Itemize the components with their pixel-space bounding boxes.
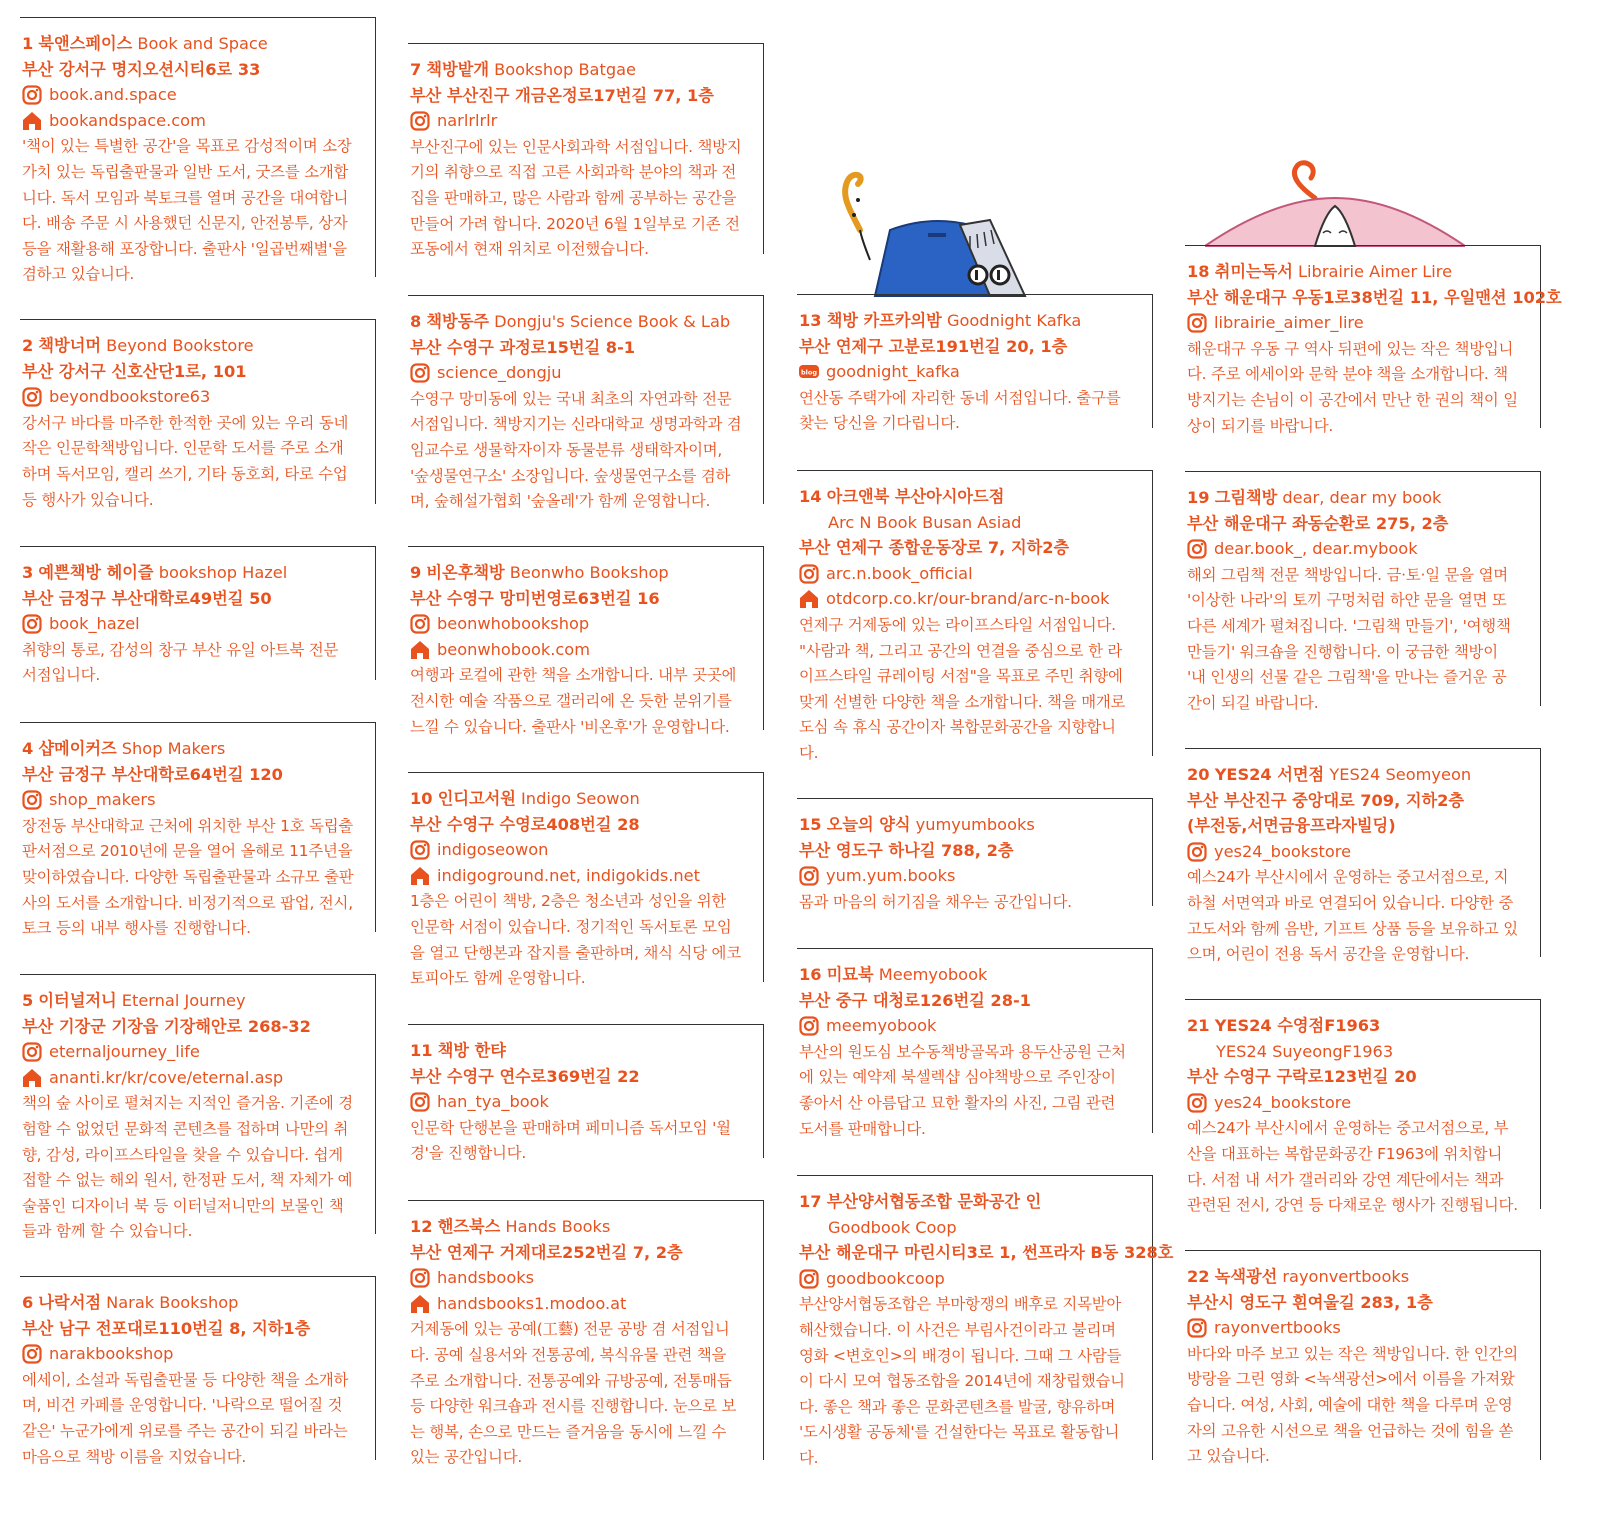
blog-icon	[799, 362, 819, 382]
instagram-link[interactable]	[410, 1089, 744, 1115]
bookstore-entry	[20, 1276, 376, 1466]
bookstore-name-ko: 핸즈북스	[437, 1217, 501, 1236]
bookstore-name-ko: 샵메이커즈	[38, 739, 117, 758]
instagram-icon	[22, 85, 42, 105]
instagram-link[interactable]	[1187, 1090, 1521, 1116]
bookstore-name-ko: 책방 카프카의밤	[826, 311, 942, 330]
bookstore-number: 6	[22, 1293, 34, 1312]
bookstore-entry	[797, 798, 1153, 911]
bookstore-title	[22, 333, 356, 359]
bookstore-entry	[408, 1200, 764, 1467]
bookstore-description: 바다와 마주 보고 있는 작은 책방입니다. 한 인간의 방랑을 그린 영화 <녹색광선>에서 이름을 가져왔습니다. 여성, 사회, 예술에 대한 책을 다루며 운영자의 고유한 시선으로 책을 언급하는 것에 힘을 쏟고 있습니다.	[1187, 1344, 1518, 1466]
bookstore-address: 부산 해운대구 우동1로38번길 11, 우일맨션 102호	[1187, 287, 1562, 307]
instagram-icon	[1187, 842, 1207, 862]
bookstore-description: 연제구 거제동에 있는 라이프스타일 서점입니다. "사람과 책, 그리고 공간의 연결을 중심으로 한 라이프스타일 큐레이팅 서점"을 목표로 주민 취향에 맞게 선별한 다양한 책을 소개합니다. 책을 매개로 도심 속 휴식 공간이자 복합문화공간을 지향합니다.	[799, 615, 1126, 762]
bookstore-number: 12	[410, 1217, 433, 1236]
bookstore-description: 1층은 어린이 책방, 2층은 청소년과 성인을 위한 인문학 서점이 있습니다. 정기적인 독서토론 모임을 열고 단행본과 잡지를 출판하며, 채식 식당 에코토피아도 함께 운영합니다.	[410, 892, 741, 988]
bookstore-title	[799, 484, 1133, 510]
entry-content	[799, 1189, 1174, 1472]
bookstore-entry	[797, 470, 1153, 762]
entry-content	[1187, 1264, 1521, 1470]
home-link-text[interactable]: beonwhobook.com	[437, 639, 590, 659]
bookstore-address: 부산 금정구 부산대학로64번길 120	[22, 764, 283, 784]
instagram-link[interactable]	[410, 1265, 744, 1291]
bookstore-description: 부산의 원도심 보수동책방골목과 용두산공원 근처에 있는 예약제 북셀렉샵 심야책방으로 주인장이 좋아서 산 아름답고 묘한 활자의 사진, 그림 관련 도서를 판매합니다.	[799, 1042, 1126, 1138]
instagram-icon	[799, 564, 819, 584]
bookstore-name-en: Bookshop Batgae	[494, 60, 636, 79]
instagram-link-text[interactable]: handsbooks	[437, 1268, 535, 1288]
bookstore-name-en: Librairie Aimer Lire	[1298, 262, 1453, 281]
bookstore-address: 부산 연제구 고분로191번길 20, 1층	[799, 336, 1068, 356]
instagram-icon	[22, 614, 42, 634]
bookstore-address: 부산 남구 전포대로110번길 8, 지하1층	[22, 1318, 311, 1338]
instagram-link-text[interactable]: beyondbookstore63	[49, 387, 211, 407]
bookstore-entry	[20, 17, 376, 284]
bookstore-name-ko: 예쁜책방 헤이즐	[38, 563, 154, 582]
bookstore-name-ko: 녹색광선	[1214, 1267, 1278, 1286]
bookstore-address: 부산 강서구 신호산단1로, 101	[22, 361, 247, 381]
bookstore-address: 부산 중구 대청로126번길 28-1	[799, 990, 1031, 1010]
bookstore-entry	[408, 1024, 764, 1163]
instagram-link-text[interactable]: goodbookcoop	[826, 1268, 945, 1288]
home-icon	[410, 1294, 430, 1314]
bookmark-ribbon	[845, 175, 861, 230]
bookstore-name-en: Arc N Book Busan Asiad	[828, 512, 1022, 532]
bookstore-title	[410, 560, 744, 586]
bookstore-description: 책의 숲 사이로 펼쳐지는 지적인 즐거움. 기존에 경험할 수 없었던 문화적 콘텐츠를 접하며 나만의 취향, 감성, 라이프스타일을 찾을 수 있습니다. 쉽게 접할 수 없는 해외 원서, 한정판 도서, 책 자체가 예술품인 디자이너 북 등 이터널저니만의 보물인 책들과 함께 할 수 있습니다.	[22, 1094, 353, 1241]
bookstore-entry	[20, 546, 376, 685]
instagram-link-text[interactable]: rayonvertbooks	[1214, 1318, 1341, 1338]
bookstore-name-en: YES24 SuyeongF1963	[1216, 1041, 1394, 1061]
bookstore-name-ko: 취미는독서	[1214, 262, 1293, 281]
kafka-book-illustration	[820, 170, 1070, 300]
bookstore-address: 부산 연제구 종합운동장로 7, 지하2층	[799, 538, 1070, 558]
bookstore-name-ko: 책방동주	[426, 312, 489, 331]
bookstore-number: 13	[799, 311, 822, 330]
bookstore-description: 부산진구에 있는 인문사회과학 서점입니다. 책방지기의 취향으로 직접 고른 사회과학 분야의 책과 전집을 판매하고, 많은 사람과 함께 공부하는 공간을 만들어 가려 합니다. 2020년 6월 1일부로 기존 전포동에서 현재 위치로 이전했습니다.	[410, 137, 742, 259]
bookstore-address: 부산 부산진구 개금온정로17번길 77, 1층	[410, 85, 714, 105]
bookstore-number: 22	[1187, 1267, 1210, 1286]
bookstore-title	[799, 962, 1133, 988]
entry-content	[410, 560, 744, 740]
bookstore-number: 19	[1187, 488, 1210, 507]
instagram-link-text[interactable]: yes24_bookstore	[1214, 841, 1352, 861]
instagram-icon	[1187, 313, 1207, 333]
entry-content	[410, 57, 744, 263]
bookstore-address: 부산 수영구 망미번영로63번길 16	[410, 588, 660, 608]
bookstore-description: 인문학 단행본을 판매하며 페미니즘 독서모임 '월경'을 진행합니다.	[410, 1118, 731, 1163]
bookstore-entry	[797, 1175, 1174, 1467]
bookstore-description: 에세이, 소설과 독립출판물 등 다양한 책을 소개하며, 비건 카페를 운영합니다. '나락으로 떨어질 것 같은' 누군가에게 위로를 주는 공간이 되길 바라는 마음으로 책방 이름을 지었습니다.	[22, 1370, 349, 1466]
bookstore-name-en: Beyond Bookstore	[106, 336, 254, 355]
bookstore-title	[1187, 762, 1521, 788]
bookstore-address: 부산시 영도구 흰여울길 283, 1층	[1187, 1292, 1433, 1312]
bookstore-number: 18	[1187, 262, 1210, 281]
bookstore-title	[1187, 1264, 1521, 1290]
bookstore-description: 예스24가 부산시에서 운영하는 중고서점으로, 지하철 서면역과 바로 연결되어 있습니다. 다양한 중고도서와 함께 음반, 기프트 상품 등을 보유하고 있으며, 어린이 전용 독서 공간을 운영합니다.	[1187, 868, 1518, 964]
bookstore-title	[410, 1038, 744, 1064]
home-icon	[410, 640, 430, 660]
instagram-link-text[interactable]: yes24_bookstore	[1214, 1092, 1352, 1112]
home-link[interactable]	[22, 1065, 356, 1091]
entry-content	[799, 484, 1133, 767]
bookstore-name-en: Meemyobook	[878, 965, 988, 984]
bookstore-number: 21	[1187, 1016, 1210, 1035]
bookstore-entry	[408, 546, 764, 736]
bookstore-address: 부산 강서구 명지오션시티6로 33	[22, 59, 261, 79]
home-icon	[799, 589, 819, 609]
instagram-link[interactable]	[410, 837, 744, 863]
bookstore-title	[1187, 485, 1521, 511]
bookstore-entry	[1185, 999, 1541, 1215]
bookstore-title	[799, 1189, 1133, 1215]
bookstore-title	[1187, 259, 1521, 285]
home-link[interactable]	[799, 586, 1133, 612]
bookstore-number: 2	[22, 336, 34, 355]
bookstore-name-ko: 책방 한탸	[437, 1041, 506, 1060]
bookstore-name-en: Narak Bookshop	[106, 1293, 239, 1312]
bookstore-number: 17	[799, 1192, 822, 1211]
instagram-link-text[interactable]: han_tya_book	[437, 1092, 549, 1112]
instagram-icon	[22, 1344, 42, 1364]
bookstore-name-ko: 비온후책방	[426, 563, 505, 582]
bookstore-number: 5	[22, 991, 34, 1010]
bookstore-address: 부산 수영구 과정로15번길 8-1	[410, 337, 636, 357]
bookstore-name-en: dear, dear my book	[1282, 488, 1442, 507]
instagram-icon	[22, 1042, 42, 1062]
bookstore-title	[1187, 1013, 1521, 1039]
bookstore-name-en: bookshop Hazel	[158, 563, 288, 582]
instagram-link-text[interactable]: narlrlrlr	[437, 111, 498, 131]
bookstore-title	[799, 308, 1133, 334]
bookstore-number: 9	[410, 563, 422, 582]
instagram-link-text[interactable]: book.and.space	[49, 85, 177, 105]
instagram-link[interactable]	[410, 611, 744, 637]
bookstore-address: 부산 수영구 수영로408번길 28	[410, 814, 640, 834]
instagram-icon	[22, 790, 42, 810]
home-link-text[interactable]: otdcorp.co.kr/our-brand/arc-n-book	[826, 589, 1110, 609]
bookstore-name-en: Book and Space	[137, 34, 268, 53]
bookstore-number: 7	[410, 60, 422, 79]
entry-content	[1187, 259, 1562, 439]
bookstore-description: 여행과 로컬에 관한 책을 소개합니다. 내부 곳곳에 전시한 예술 작품으로 갤러리에 온 듯한 분위기를 느낄 수 있습니다. 출판사 '비온후'가 운영합니다.	[410, 666, 737, 736]
bookstore-name-ko: 북앤스페이스	[38, 34, 133, 53]
instagram-link[interactable]	[1187, 536, 1521, 562]
bookstore-name-en-line	[799, 510, 1133, 536]
instagram-link[interactable]	[799, 1266, 1133, 1292]
instagram-link-text[interactable]: indigoseowon	[437, 840, 549, 860]
entry-content	[22, 31, 356, 288]
instagram-icon	[410, 614, 430, 634]
instagram-icon	[410, 840, 430, 860]
svg-text:blog: blog	[801, 368, 817, 377]
bookstore-description: 해운대구 우동 구 역사 뒤편에 있는 작은 책방입니다. 주로 에세이와 문학 분야 책을 소개합니다. 책방지기는 손님이 이 공간에서 만난 한 권의 책이 일상이 되기를 바랍니다.	[1187, 339, 1518, 435]
instagram-link[interactable]	[22, 787, 356, 813]
bookstore-entry	[1185, 471, 1541, 712]
instagram-link[interactable]	[1187, 310, 1521, 336]
bookstore-entry	[1185, 1250, 1541, 1466]
bookstore-address: 부산 부산진구 중앙대로 709, 지하2층	[1187, 790, 1465, 810]
bookstore-entry	[408, 772, 764, 988]
bookstore-name-en: Dongju's Science Book & Lab	[494, 312, 731, 331]
bookstore-number: 11	[410, 1041, 433, 1060]
instagram-link-text[interactable]: meemyobook	[826, 1016, 937, 1036]
entry-content	[22, 736, 356, 942]
bookstore-name-en-line	[799, 1215, 1133, 1241]
entry-content	[410, 1214, 744, 1471]
entry-content	[799, 812, 1133, 915]
instagram-icon	[410, 363, 430, 383]
bookstore-title	[799, 812, 1133, 838]
bookstore-description: 수영구 망미동에 있는 국내 최초의 자연과학 전문 서점입니다. 책방지기는 신라대학교 생명과학과 겸임교수로 생물학자이자 동물분류 생태학자이며, '숲생물연구소' 소장입니다. 숲생물연구소를 겸하며, 숲해설가협회 '숲올레'가 함께 운영합니다.	[410, 389, 742, 511]
bookstore-name-ko: 아크앤북 부산아시아드점	[826, 487, 1005, 506]
home-icon	[22, 111, 42, 131]
bookstore-name-ko: 나락서점	[38, 1293, 101, 1312]
bookstore-number: 4	[22, 739, 34, 758]
instagram-link-text[interactable]: librairie_aimer_lire	[1214, 313, 1364, 333]
home-icon	[410, 866, 430, 886]
bookstore-entry	[797, 294, 1153, 433]
entry-content	[22, 560, 356, 689]
home-link[interactable]	[410, 1291, 744, 1317]
entry-content	[799, 962, 1133, 1142]
bookstore-entry	[20, 722, 376, 938]
home-link-text[interactable]: handsbooks1.modoo.at	[437, 1293, 627, 1313]
home-link-text[interactable]: ananti.kr/kr/cove/eternal.asp	[49, 1067, 284, 1087]
bookstore-title	[22, 1290, 356, 1316]
home-link-text[interactable]: bookandspace.com	[49, 110, 206, 130]
bookstore-name-ko: 그림책방	[1214, 488, 1278, 507]
bookstore-address: 부산 기장군 기장읍 기장해안로 268-32	[22, 1016, 311, 1036]
instagram-icon	[1187, 1093, 1207, 1113]
bookstore-address: 부산 해운대구 좌동순환로 275, 2층	[1187, 513, 1449, 533]
open-book-illustration	[1205, 158, 1465, 248]
bookmark-ribbon	[1294, 163, 1315, 198]
bookstore-name-ko: YES24 서면점	[1214, 765, 1325, 784]
bookstore-title	[410, 57, 744, 83]
instagram-icon	[1187, 539, 1207, 559]
blog-link[interactable]	[799, 359, 1133, 385]
bookstore-description: 거제동에 있는 공예(工藝) 전문 공방 겸 서점입니다. 공예 실용서와 전통공예, 복식유물 관련 책을 주로 소개합니다. 전통공예와 규방공예, 전통매듭 등 다양한 워크숍과 전시를 진행합니다. 눈으로 보는 행복, 손으로 만드는 즐거움을 동시에 느낄 수 있는 공간입니다.	[410, 1320, 737, 1467]
bookstore-name-ko: 부산양서협동조합 문화공간 인	[826, 1192, 1042, 1211]
home-link[interactable]	[410, 863, 744, 889]
bookstore-entry	[408, 43, 764, 259]
bookstore-title	[410, 1214, 744, 1240]
bookstore-description: 강서구 바다를 마주한 한적한 곳에 있는 우리 동네 작은 인문학책방입니다. 인문학 도서를 주로 소개하며 독서모임, 캘리 쓰기, 기타 동호회, 타로 수업 등 행사가 있습니다.	[22, 413, 349, 509]
bookstore-address: 부산 수영구 구락로123번길 20	[1187, 1067, 1417, 1087]
bookstore-name-en: Goodnight Kafka	[946, 311, 1082, 330]
bookstore-title	[22, 988, 356, 1014]
bookstore-number: 1	[22, 34, 34, 53]
bookstore-name-en: Beonwho Bookshop	[509, 563, 669, 582]
instagram-link-text[interactable]: eternaljourney_life	[49, 1042, 200, 1062]
bookstore-name-ko: 책방밭개	[426, 60, 489, 79]
bookstore-entry	[408, 295, 764, 511]
instagram-icon	[799, 866, 819, 886]
bookstore-entry	[1185, 748, 1541, 964]
entry-content	[410, 786, 744, 992]
instagram-link[interactable]	[1187, 839, 1521, 865]
instagram-icon	[410, 111, 430, 131]
instagram-link[interactable]	[22, 611, 356, 637]
home-link-text[interactable]: indigoground.net, indigokids.net	[437, 865, 700, 885]
instagram-link-text[interactable]: beonwhobookshop	[437, 614, 590, 634]
instagram-icon	[799, 1269, 819, 1289]
instagram-link[interactable]	[22, 82, 356, 108]
bookstore-number: 3	[22, 563, 34, 582]
home-icon	[22, 1068, 42, 1088]
bookstore-title	[22, 560, 356, 586]
bookstore-title	[22, 736, 356, 762]
bookstore-name-ko: 인디고서원	[437, 789, 516, 808]
instagram-icon	[799, 1016, 819, 1036]
bookstore-number: 10	[410, 789, 433, 808]
bookstore-number: 15	[799, 815, 822, 834]
entry-content	[22, 333, 356, 513]
instagram-icon	[410, 1268, 430, 1288]
bookstore-name-en: Hands Books	[505, 1217, 611, 1236]
entry-content	[22, 988, 356, 1245]
bookstore-description: '책이 있는 특별한 공간'을 목표로 감성적이며 소장 가치 있는 독립출판물과 일반 도서, 굿즈를 소개합니다. 독서 모임과 북토크를 열며 공간을 대여합니다. 배송 주문 시 사용했던 신문지, 안전봉투, 상자 등을 재활용해 포장합니다. 출판사 '일곱번째별'을 겸하고 있습니다.	[22, 137, 352, 284]
bookstore-address: 부산 수영구 연수로369번길 22	[410, 1066, 640, 1086]
bookstore-entry	[797, 948, 1153, 1138]
bookstore-description: 해외 그림책 전문 책방입니다. 금·토·일 문을 열며 '이상한 나라'의 토끼 구멍처럼 하얀 문을 열면 또 다른 세계가 펼쳐집니다. '그림책 만들기', '여행책 만들기' 워크숍을 진행합니다. 이 궁금한 책방이 '내 인생의 선물 같은 그림책'을 만나는 즐거운 공간이 되길 바랍니다.	[1187, 565, 1511, 712]
instagram-link[interactable]	[22, 384, 356, 410]
instagram-link-text[interactable]: yum.yum.books	[826, 866, 956, 886]
bookstore-name-ko: 미묘북	[826, 965, 874, 984]
instagram-link[interactable]	[22, 1039, 356, 1065]
bookstore-name-ko: 책방너머	[38, 336, 101, 355]
bookstore-address: 부산 해운대구 마린시티3로 1, 썬프라자 B동 328호	[799, 1243, 1174, 1263]
bookstore-title	[410, 786, 744, 812]
bookstore-name-en: Eternal Journey	[121, 991, 246, 1010]
bookstore-description: 취향의 통로, 감성의 창구 부산 유일 아트북 전문 서점입니다.	[22, 640, 339, 685]
instagram-icon	[410, 1092, 430, 1112]
instagram-link[interactable]	[410, 108, 744, 134]
bookstore-description: 몸과 마음의 허기짐을 채우는 공간입니다.	[799, 892, 1072, 911]
bookstore-name-en: Shop Makers	[121, 739, 226, 758]
instagram-icon	[22, 387, 42, 407]
bookstore-name-ko: YES24 수영점F1963	[1214, 1016, 1381, 1035]
bookstore-number: 20	[1187, 765, 1210, 784]
instagram-icon	[1187, 1318, 1207, 1338]
bookstore-name-en: Indigo Seowon	[521, 789, 640, 808]
bookstore-title	[22, 31, 356, 57]
entry-content	[1187, 485, 1521, 716]
entry-content	[410, 309, 744, 515]
bookstore-address: 부산 영도구 하나길 788, 2층	[799, 840, 1014, 860]
bookstore-number: 8	[410, 312, 422, 331]
bookstore-description: 예스24가 부산시에서 운영하는 중고서점으로, 부산을 대표하는 복합문화공간 F1963에 위치합니다. 서점 내 서가 갤러리와 강연 계단에서는 책과 관련된 전시, 강연 등 다채로운 행사가 진행됩니다.	[1187, 1119, 1518, 1215]
instagram-link[interactable]	[799, 1013, 1133, 1039]
entry-content	[22, 1290, 356, 1470]
instagram-link-text[interactable]: science_dongju	[437, 363, 562, 383]
entry-content	[799, 308, 1133, 437]
entry-content	[410, 1038, 744, 1167]
bookstore-name-en: YES24 Seomyeon	[1329, 765, 1472, 784]
bookstore-name-en: Goodbook Coop	[828, 1217, 957, 1237]
bookstore-entry	[1185, 245, 1562, 435]
blog-link-text[interactable]: goodnight_kafka	[826, 362, 960, 382]
bookstore-address: 부산 연제구 거제대로252번길 7, 2층	[410, 1242, 683, 1262]
entry-content	[1187, 1013, 1521, 1219]
bookstore-name-ko: 이터널저니	[38, 991, 117, 1010]
instagram-link-text[interactable]: arc.n.book_official	[826, 563, 973, 583]
bookstore-name-en-line	[1187, 1039, 1521, 1065]
bookstore-description: 장전동 부산대학교 근처에 위치한 부산 1호 독립출판서점으로 2010년에 문을 열어 올해로 11주년을 맞이하였습니다. 다양한 독립출판물과 소규모 출판사의 도서를 소개합니다. 비정기적으로 팝업, 전시, 토크 등의 내부 행사를 진행합니다.	[22, 816, 354, 938]
bookstore-name-ko: 오늘의 양식	[826, 815, 911, 834]
instagram-link-text[interactable]: narakbookshop	[49, 1344, 174, 1364]
bookstore-number: 14	[799, 487, 822, 506]
instagram-link[interactable]	[799, 863, 1133, 889]
instagram-link[interactable]	[1187, 1315, 1521, 1341]
bookstore-description: 연산동 주택가에 자리한 동네 서점입니다. 출구를 찾는 당신을 기다립니다.	[799, 388, 1121, 433]
instagram-link-text[interactable]: dear.book_, dear.mybook	[1214, 539, 1418, 559]
bookstore-entry	[20, 974, 376, 1241]
bookstore-address: 부산 금정구 부산대학로49번길 50	[22, 588, 272, 608]
instagram-link-text[interactable]: shop_makers	[49, 790, 156, 810]
bookstore-title	[410, 309, 744, 335]
instagram-link[interactable]	[22, 1341, 356, 1367]
bookstore-entry	[20, 319, 376, 509]
home-link[interactable]	[22, 108, 356, 134]
instagram-link[interactable]	[410, 360, 744, 386]
bookstore-name-en: rayonvertbooks	[1282, 1267, 1410, 1286]
bookstore-description: 부산양서협동조합은 부마항쟁의 배후로 지목받아 해산했습니다. 이 사건은 부림사건이라고 불리며 영화 <변호인>의 배경이 됩니다. 그때 그 사람들이 다시 모여 협동조합을 2014년에 재창립했습니다. 좋은 책과 좋은 문화콘텐츠를 발굴, 향유하며 '도시생활 공동체'를 건설한다는 목표로 활동합니다.	[799, 1295, 1125, 1467]
entry-content	[1187, 762, 1521, 968]
instagram-link-text[interactable]: book_hazel	[49, 614, 140, 634]
bookstore-address: (부전동,서면금융프라자빌딩)	[1187, 816, 1396, 836]
instagram-link[interactable]	[799, 561, 1133, 587]
home-link[interactable]	[410, 637, 744, 663]
bookstore-number: 16	[799, 965, 822, 984]
bookstore-name-en: yumyumbooks	[915, 815, 1035, 834]
